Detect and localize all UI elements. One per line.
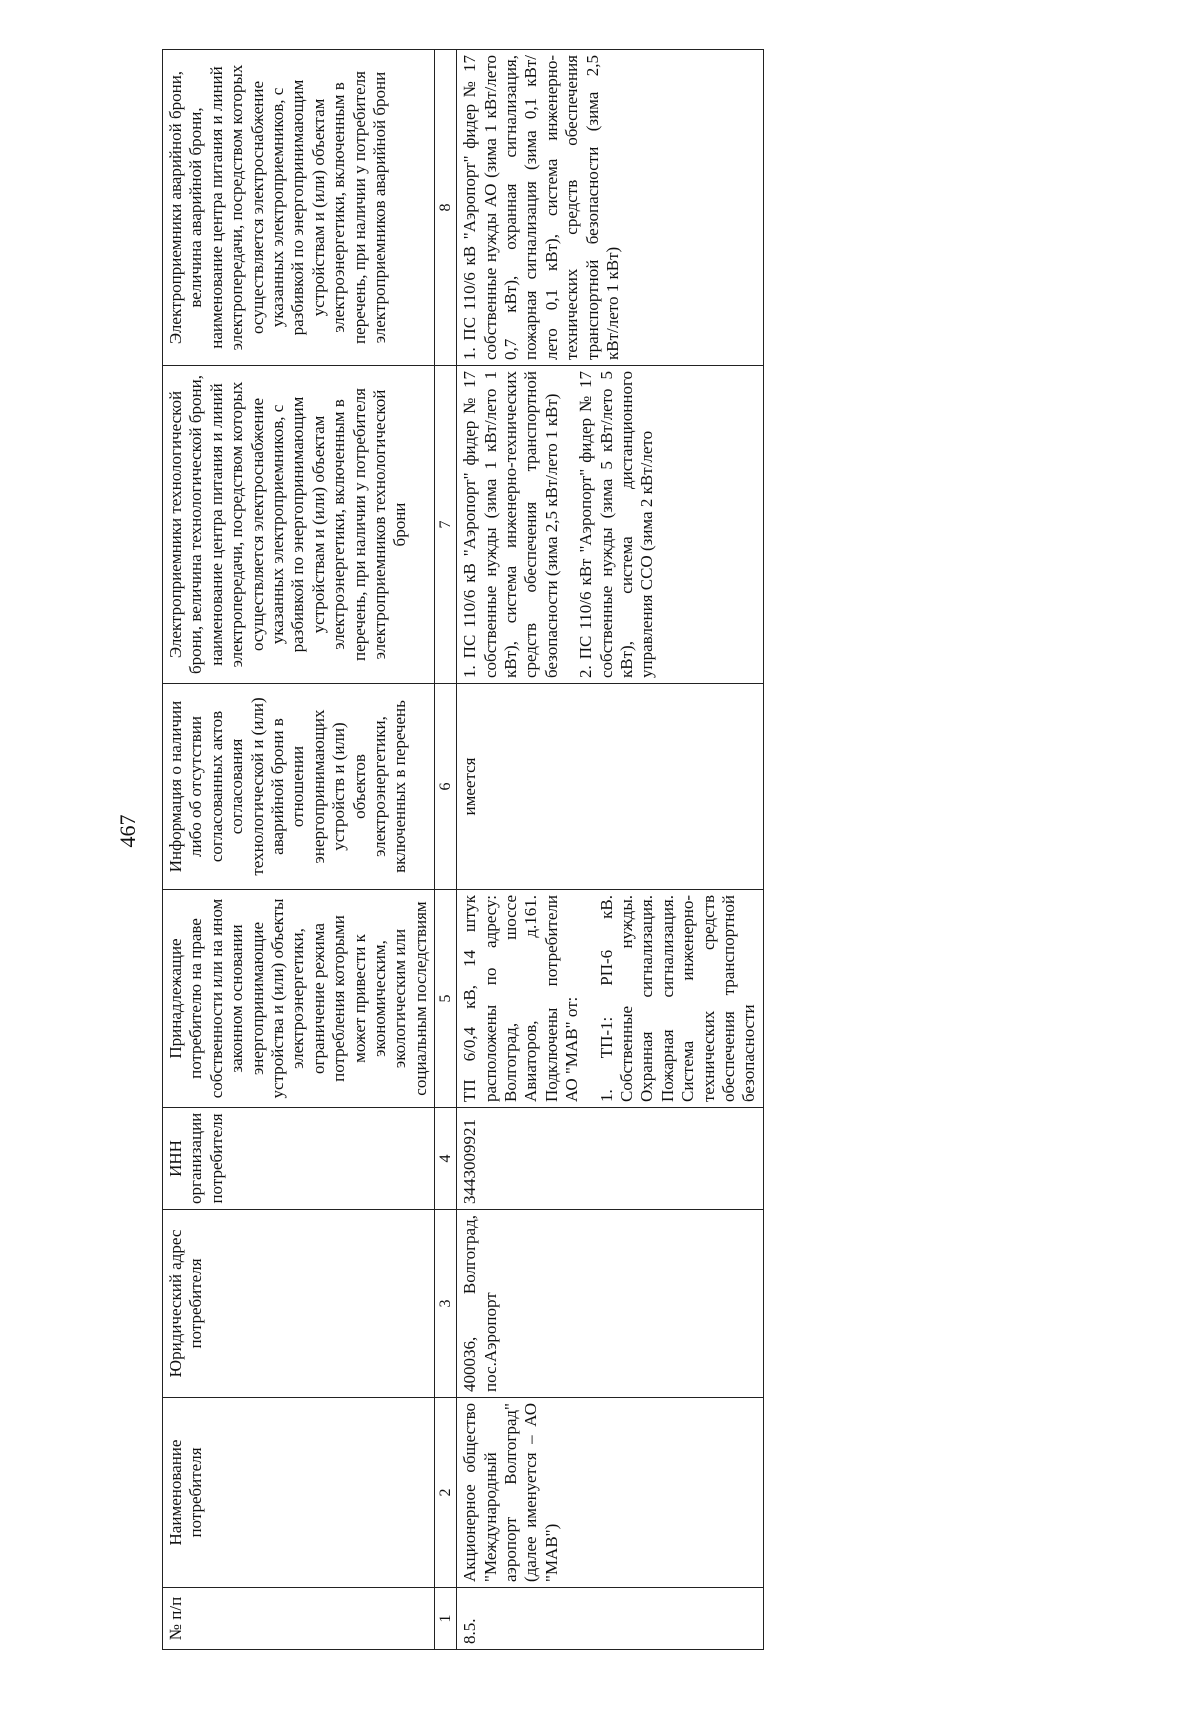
column-number-row	[435, 50, 457, 1650]
page-number: 467	[115, 814, 140, 848]
header-row	[163, 50, 435, 1650]
column-number: 5	[435, 890, 457, 1108]
tech-reserve-text-2: 2. ПС 110/6 кВт "Аэропорт" фидер № 17 собственные нужды (зима 5 кВт/лето 5 кВт), система дистанционного управления ССО (зима 2 кВт/лето	[576, 371, 657, 678]
tech-reserve-text-1: 1. ПС 110/6 кВ "Аэропорт" фидер № 17 собственные нужды (зима 1 кВт/лето 1 кВт), система инженерно-технических средств обеспечения транспортной безопасности (зима 2,5 кВт/лето 1 кВт)	[460, 371, 561, 678]
header-col-number: № п/п	[163, 1588, 435, 1650]
header-col-agreements: Информация о наличии либо об отсутствии согласованных актов согласования технологической и (или) аварийной брони в отношении энергопринимающих устройств и (или) объектов электроэнергетики, включенных в перечень	[163, 684, 435, 890]
emergency-reserve-text: 1. ПС 110/6 кВ "Аэропорт" фидер № 17 собственные нужды АО (зима 1 кВт/лето 0,7 кВт), охранная сигнализация, пожарная сигнализация (зима 0,1 кВт/лето 0,1 кВт), система инженерно-технических средств обеспечения транспортной безопасности (зима 2,5 кВт/лето 1 кВт)	[457, 50, 763, 366]
header-col-tech-reserve: Электроприемники технологической брони, величина технологической брони, наименование центра питания и линий электропередачи, посредством которых осуществляется электроснабжение указанных электроприемников, с разбивкой по энергопринимающим устройствам и (или) объектам электроэнергетики, включенным в перечень, при наличии у потребителя электроприемников технологической брони	[163, 366, 435, 684]
header-col-emergency-reserve: Электроприемники аварийной брони, величина аварийной брони, наименование центра питания и линий электропередачи, посредством которых осуществляется электроснабжение указанных электроприемников, с разбивкой по энергопринимающим устройствам и (или) объектам электроэнергетики, включенным в перечень, при наличии у потребителя электроприемников аварийной брони	[163, 50, 435, 366]
agreements-status: имеется	[457, 684, 763, 890]
column-number: 2	[435, 1398, 457, 1588]
consumer-address: 400036, Волгоград, пос.Аэропорт	[457, 1210, 763, 1398]
column-number: 3	[435, 1210, 457, 1398]
header-col-address: Юридический адрес потребителя	[163, 1210, 435, 1398]
header-col-inn: ИНН организации потребителя	[163, 1108, 435, 1210]
row-number: 8.5.	[457, 1588, 763, 1650]
consumer-name: Акционерное общество "Международный аэропорт Волгоград" (далее именуется – АО "МАВ")	[457, 1398, 763, 1588]
column-number: 7	[435, 366, 457, 684]
header-col-devices: Принадлежащие потребителю на праве собственности или на ином законном основании энергопринимающие устройства и (или) объекты электроэнергетики, ограничение режима потребления которыми может привести к экономическим, экологическим или социальным последствиям	[163, 890, 435, 1108]
table-row	[457, 50, 763, 1650]
devices-text-2: 1. ТП-1: РП-6 кВ. Собственные нужды. Охранная сигнализация. Пожарная сигнализация. Система инженерно-технических средств обеспечения транспортной безопасности	[596, 895, 759, 1102]
consumer-table	[162, 49, 764, 1650]
column-number: 8	[435, 50, 457, 366]
devices-text-1: ТП 6/0,4 кВ, 14 штук расположены по адресу: Волгоград, шоссе Авиаторов, д.161. Подключены потребители АО "МАВ" от:	[460, 895, 582, 1102]
devices-cell	[457, 890, 763, 1108]
consumer-inn: 3443009921	[457, 1108, 763, 1210]
column-number: 1	[435, 1588, 457, 1650]
header-col-name: Наименование потребителя	[163, 1398, 435, 1588]
column-number: 6	[435, 684, 457, 890]
rotated-table-container	[162, 50, 1062, 1650]
tech-reserve-cell	[457, 366, 763, 684]
column-number: 4	[435, 1108, 457, 1210]
